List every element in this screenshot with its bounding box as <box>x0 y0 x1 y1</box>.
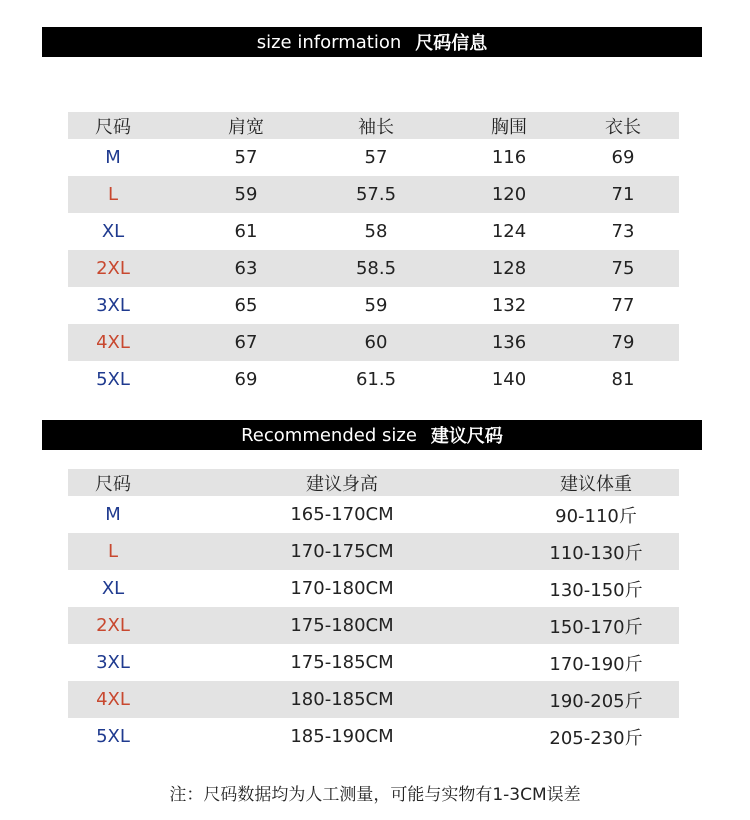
table-row <box>68 681 679 718</box>
size-label: L <box>107 184 119 205</box>
size-table-header-row <box>68 112 679 139</box>
height-value: 170-180CM <box>290 578 394 599</box>
height-value: 175-180CM <box>290 615 394 636</box>
recommended-size-table <box>68 469 679 755</box>
table-row <box>68 176 679 213</box>
sleeve-value: 60 <box>364 332 388 353</box>
size-label: 2XL <box>96 615 130 636</box>
size-label: L <box>107 541 119 562</box>
length-value: 73 <box>611 221 635 242</box>
length-value: 81 <box>611 369 635 390</box>
height-value: 185-190CM <box>290 726 394 747</box>
shoulder-value: 69 <box>234 369 258 390</box>
size-label: XL <box>101 221 125 242</box>
header-size: 尺码 <box>95 473 131 495</box>
weight-value: 170-190斤 <box>549 653 643 675</box>
height-value: 170-175CM <box>290 541 394 562</box>
length-value: 75 <box>611 258 635 279</box>
shoulder-value: 57 <box>234 147 258 168</box>
size-label: M <box>105 504 121 525</box>
table-row <box>68 361 679 398</box>
table-row <box>68 213 679 250</box>
table-row <box>68 250 679 287</box>
size-label: 5XL <box>96 726 130 747</box>
weight-value: 205-230斤 <box>549 727 643 749</box>
header-recommended-weight: 建议体重 <box>560 473 632 495</box>
weight-value: 110-130斤 <box>549 542 643 564</box>
sleeve-value: 58.5 <box>355 258 397 279</box>
size-label: XL <box>101 578 125 599</box>
header-size: 尺码 <box>95 116 131 138</box>
weight-value: 90-110斤 <box>555 505 637 527</box>
height-value: 165-170CM <box>290 504 394 525</box>
table-row <box>68 287 679 324</box>
table-row <box>68 718 679 755</box>
shoulder-value: 63 <box>234 258 258 279</box>
chest-value: 120 <box>491 184 527 205</box>
header-chest: 胸围 <box>491 116 527 138</box>
length-value: 79 <box>611 332 635 353</box>
shoulder-value: 59 <box>234 184 258 205</box>
recommended-size-title-zh: 建议尺码 <box>430 426 503 447</box>
size-label: 2XL <box>96 258 130 279</box>
header-shoulder-width: 肩宽 <box>228 116 264 138</box>
table-row <box>68 139 679 176</box>
height-value: 180-185CM <box>290 689 394 710</box>
sleeve-value: 59 <box>364 295 388 316</box>
recommended-size-banner <box>42 420 702 450</box>
chest-value: 132 <box>491 295 527 316</box>
size-label: M <box>105 147 121 168</box>
sleeve-value: 61.5 <box>355 369 397 390</box>
height-value: 175-185CM <box>290 652 394 673</box>
recommended-size-title-en: Recommended size <box>241 424 417 446</box>
weight-value: 190-205斤 <box>549 690 643 712</box>
shoulder-value: 61 <box>234 221 258 242</box>
chest-value: 128 <box>491 258 527 279</box>
table-row <box>68 324 679 361</box>
table-row <box>68 496 679 533</box>
size-label: 3XL <box>96 295 130 316</box>
header-recommended-height: 建议身高 <box>306 473 378 495</box>
sleeve-value: 57 <box>364 147 388 168</box>
shoulder-value: 65 <box>234 295 258 316</box>
sleeve-value: 58 <box>364 221 388 242</box>
size-information-table <box>68 112 679 398</box>
length-value: 71 <box>611 184 635 205</box>
size-information-title-en: size information <box>256 31 402 53</box>
table-row <box>68 570 679 607</box>
size-label: 5XL <box>96 369 130 390</box>
weight-value: 150-170斤 <box>549 616 643 638</box>
size-label: 4XL <box>96 689 130 710</box>
weight-value: 130-150斤 <box>549 579 643 601</box>
table-row <box>68 533 679 570</box>
size-label: 3XL <box>96 652 130 673</box>
table-row <box>68 607 679 644</box>
table-row <box>68 644 679 681</box>
shoulder-value: 67 <box>234 332 258 353</box>
size-information-title-zh: 尺码信息 <box>415 33 488 54</box>
header-garment-length: 衣长 <box>605 116 641 138</box>
chest-value: 140 <box>491 369 527 390</box>
header-sleeve-length: 袖长 <box>358 116 394 138</box>
measurement-note: 注：尺码数据均为人工测量，可能与实物有1-3CM误差 <box>169 785 581 805</box>
length-value: 69 <box>611 147 635 168</box>
size-information-banner <box>42 27 702 57</box>
chest-value: 124 <box>491 221 527 242</box>
sleeve-value: 57.5 <box>355 184 397 205</box>
chest-value: 116 <box>491 147 527 168</box>
recommended-table-header-row <box>68 469 679 496</box>
chest-value: 136 <box>491 332 527 353</box>
length-value: 77 <box>611 295 635 316</box>
size-label: 4XL <box>96 332 130 353</box>
